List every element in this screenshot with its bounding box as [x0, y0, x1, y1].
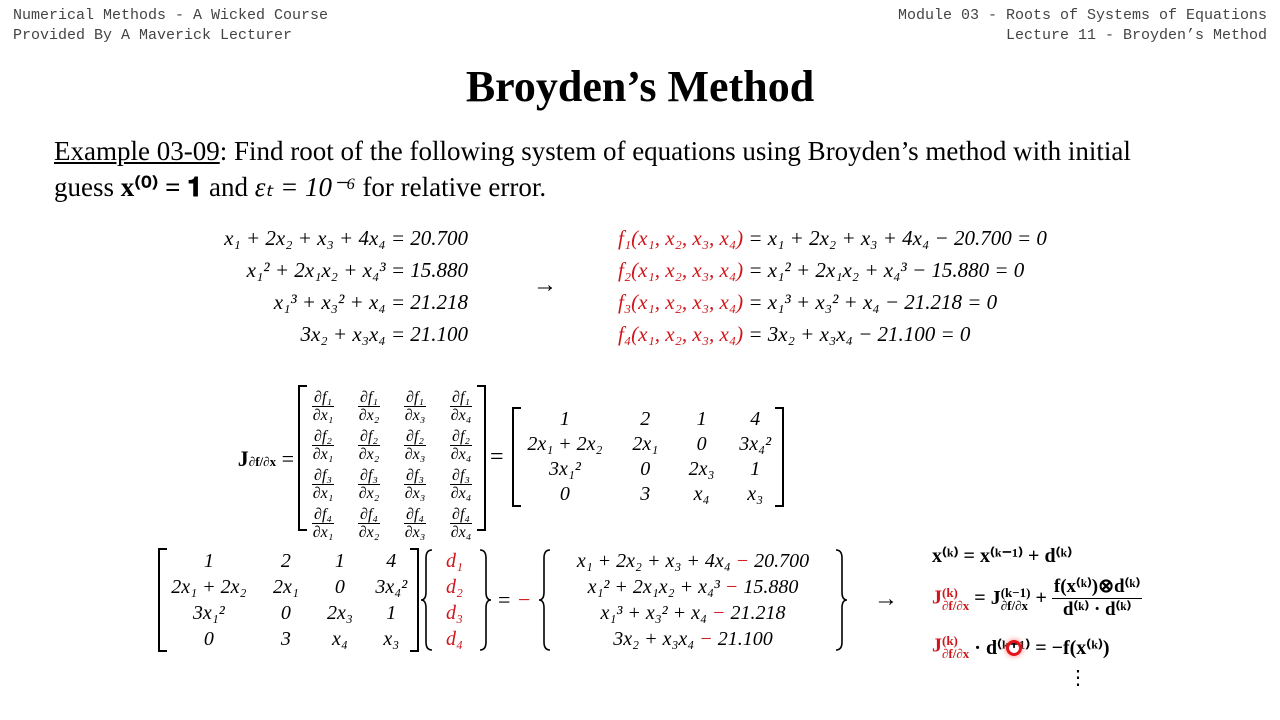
matrix-cell: 2x₁	[632, 433, 659, 455]
matrix-cell: 2x₁ + 2x₂	[527, 433, 603, 455]
subscript: ∂f/∂x	[942, 597, 970, 613]
equals-j: = J	[969, 587, 1001, 609]
matrix-cell	[392, 502, 438, 541]
matrix-cell: 0	[559, 483, 570, 505]
partial-derivative	[450, 428, 472, 463]
subscript: ∂f/∂x	[942, 646, 970, 661]
tolerance: εₜ = 10⁻⁶	[254, 172, 356, 202]
partial-derivative	[450, 506, 472, 541]
equation: 3x₂ + x₃x₄ = 21.100	[300, 322, 468, 346]
numerator: ∂f₁	[452, 389, 470, 406]
matrix-row	[160, 574, 417, 600]
linear-system-matrix	[158, 548, 419, 652]
matrix-row	[300, 502, 484, 541]
right-brace	[478, 548, 492, 652]
rhs-op: −	[735, 550, 750, 572]
function-name: f₂(x₁, x₂, x₃, x₄)	[618, 258, 744, 282]
numerator: ∂f₃	[406, 467, 424, 484]
matrix-row	[160, 626, 417, 652]
partial-derivative	[450, 467, 472, 502]
rhs-op: −	[699, 628, 713, 650]
denominator: ∂x₃	[404, 446, 426, 463]
equation: x₁³ + x₃² + x₄ = 21.218	[273, 290, 468, 314]
partial-derivative	[404, 467, 426, 502]
matrix-cell	[346, 385, 392, 424]
numerator: ∂f₁	[406, 389, 424, 406]
matrix-cell	[300, 385, 346, 424]
partial-derivative	[312, 506, 334, 541]
solve-rhs: · d⁽ᵏ⁺¹⁾ = −f(x⁽ᵏ⁾)	[969, 636, 1110, 659]
partial-derivative	[312, 467, 334, 502]
matrix-row	[160, 548, 417, 574]
rhs-row	[554, 600, 832, 626]
matrix-cell	[346, 424, 392, 463]
right-brace	[834, 548, 848, 652]
function-name: f₃(x₁, x₂, x₃, x₄)	[618, 290, 744, 314]
numerator: ∂f₃	[314, 467, 332, 484]
numerator: ∂f₄	[360, 506, 378, 523]
partial-derivative	[358, 506, 380, 541]
example-label: Example 03-09	[54, 136, 220, 166]
matrix-cell	[392, 424, 438, 463]
d-vector	[446, 548, 463, 652]
d-entry: d₃	[446, 602, 463, 624]
numerator: ∂f₄	[314, 506, 332, 523]
rhs-expr: x₁³ + x₃² + x₄	[600, 602, 712, 624]
partial-derivative	[450, 389, 472, 424]
matrix-cell: 1	[203, 549, 214, 572]
matrix-cell: x₄	[693, 483, 710, 505]
rhs-const: 15.880	[738, 576, 799, 598]
module-header	[898, 6, 1267, 46]
rhs-row	[554, 574, 832, 600]
matrix-row	[514, 482, 782, 507]
matrix-cell: 1	[334, 549, 345, 572]
matrix-row	[514, 432, 782, 457]
equals-sign: =	[498, 587, 511, 612]
jacobian-symbol: J	[932, 586, 942, 609]
plus-sign: +	[1030, 587, 1052, 609]
function-row	[618, 286, 1047, 318]
partial-derivative	[312, 428, 334, 463]
equals-sign: =	[281, 446, 294, 471]
superscript: (k)	[942, 584, 958, 600]
linear-system-table	[160, 548, 417, 652]
lecture-title: Lecture 11 - Broyden’s Method	[1005, 27, 1267, 44]
matrix-cell	[300, 424, 346, 463]
function-rhs: = x₁³ + x₃² + x₄ − 21.218 = 0	[743, 290, 998, 314]
matrix-row	[514, 407, 782, 432]
arrow-icon: →	[533, 272, 557, 298]
partial-derivative	[358, 428, 380, 463]
example-text-3: and	[202, 172, 255, 202]
superscript: (k−1)	[1000, 584, 1031, 600]
matrix-row	[300, 385, 484, 424]
numerator: ∂f₄	[406, 506, 424, 523]
matrix-cell: 2x₃	[688, 458, 715, 480]
matrix-cell	[392, 385, 438, 424]
left-brace	[420, 548, 434, 652]
matrix-cell: 0	[640, 458, 651, 480]
numerator: ∂f₂	[406, 428, 424, 445]
denominator: ∂x₂	[358, 524, 380, 541]
equation: x₁² + 2x₁x₂ + x₄³ = 15.880	[246, 258, 468, 282]
function-rhs: = 3x₂ + x₃x₄ − 21.100 = 0	[743, 322, 971, 346]
partial-derivative	[404, 506, 426, 541]
denominator: d⁽ᵏ⁾ · d⁽ᵏ⁾	[1062, 599, 1132, 620]
matrix-row	[300, 463, 484, 502]
matrix-cell: 0	[696, 433, 707, 455]
matrix-cell: 3	[280, 627, 291, 650]
jacobian-matrix	[512, 407, 784, 507]
module-title: Module 03 - Roots of Systems of Equations	[897, 7, 1267, 24]
rhs-expr: x₁² + 2x₁x₂ + x₄³	[587, 576, 725, 598]
example-text: : Find root of the following system of equations using Broyden’s method with initial	[219, 136, 1131, 166]
example-text-2: guess	[54, 172, 121, 202]
jacobian-k	[932, 586, 969, 612]
matrix-cell: 0	[280, 601, 291, 624]
rhs-op: −	[724, 576, 739, 598]
numerator: ∂f₄	[452, 506, 470, 523]
function-row	[618, 222, 1047, 254]
rhs-expr: x₁ + 2x₂ + x₃ + 4x₄	[576, 550, 736, 572]
jacobian-label	[238, 444, 294, 477]
numerator: ∂f₁	[360, 389, 378, 406]
jacobian-table	[514, 407, 782, 507]
numerator: f(x⁽ᵏ⁾)⊗d⁽ᵏ⁾	[1053, 576, 1141, 597]
numerator: ∂f₃	[360, 467, 378, 484]
matrix-cell: 2x₁ + 2x₂	[171, 575, 247, 598]
jacobian-symbol: J	[237, 446, 249, 471]
matrix-cell: 2	[280, 549, 291, 572]
matrix-cell	[392, 463, 438, 502]
numerator: ∂f₃	[452, 467, 470, 484]
matrix-cell: 2	[640, 408, 651, 430]
denominator: ∂x₃	[404, 485, 426, 502]
matrix-cell: 0	[334, 575, 345, 598]
matrix-cell	[438, 502, 484, 541]
matrix-cell: 4	[750, 408, 761, 430]
rhs-const: 21.100	[712, 628, 773, 650]
matrix-cell: 2x₃	[326, 601, 353, 624]
jacobian-subscript: ∂f/∂x	[248, 454, 277, 469]
minus-sign: −	[518, 587, 531, 612]
denominator: ∂x₁	[312, 446, 334, 463]
numerator: ∂f₂	[314, 428, 332, 445]
equals-sign: =	[490, 444, 504, 470]
denominator: ∂x₂	[358, 407, 380, 424]
rhs-op: −	[711, 602, 726, 624]
partials-matrix	[298, 385, 486, 541]
d-entry: d₄	[446, 628, 463, 650]
matrix-cell: 2x₁	[273, 575, 299, 598]
matrix-cell: 4	[386, 549, 397, 572]
matrix-cell	[300, 502, 346, 541]
initial-guess: x⁽⁰⁾ = 𝟏	[120, 172, 203, 202]
rhs-const: 20.700	[749, 550, 810, 572]
function-rhs: = x₁ + 2x₂ + x₃ + 4x₄ − 20.700 = 0	[743, 226, 1047, 250]
matrix-row	[160, 600, 417, 626]
partial-derivative	[312, 389, 334, 424]
subscript: ∂f/∂x	[1000, 597, 1028, 613]
partial-derivative	[404, 389, 426, 424]
matrix-cell: x₃	[383, 627, 400, 650]
denominator: ∂x₄	[450, 524, 472, 541]
matrix-cell: 1	[750, 458, 761, 480]
function-rhs: = x₁² + 2x₁x₂ + x₄³ − 15.880 = 0	[743, 258, 1025, 282]
matrix-cell	[438, 424, 484, 463]
left-brace	[538, 548, 552, 652]
denominator: ∂x₁	[312, 485, 334, 502]
denominator: ∂x₄	[450, 407, 472, 424]
ellipsis: ⋮	[1068, 667, 1088, 689]
function-name: f₄(x₁, x₂, x₃, x₄)	[618, 322, 744, 346]
rhs-row	[554, 626, 832, 652]
matrix-cell: 1	[559, 408, 570, 430]
matrix-cell: 3x₄²	[739, 433, 772, 455]
matrix-cell: x₃	[747, 483, 764, 505]
course-header	[13, 6, 328, 46]
matrix-cell: 3x₁²	[549, 458, 581, 480]
superscript: (k)	[942, 633, 958, 648]
numerator: ∂f₂	[360, 428, 378, 445]
function-row	[618, 254, 1047, 286]
denominator: ∂x₄	[450, 485, 472, 502]
jacobian-k	[932, 634, 969, 660]
matrix-row	[514, 457, 782, 482]
matrix-cell: 1	[386, 601, 397, 624]
system-equations	[224, 222, 468, 350]
matrix-cell: x₄	[331, 627, 348, 650]
matrix-cell: 1	[696, 408, 707, 430]
rhs-const: 21.218	[725, 602, 786, 624]
rhs-expr: 3x₂ + x₃x₄	[613, 628, 700, 650]
function-name: f₁(x₁, x₂, x₃, x₄)	[618, 226, 744, 250]
numerator: ∂f₁	[314, 389, 332, 406]
matrix-cell: 3	[640, 483, 651, 505]
matrix-cell	[438, 463, 484, 502]
denominator: ∂x₁	[312, 524, 334, 541]
partial-derivative	[404, 428, 426, 463]
arrow-icon: →	[874, 586, 898, 612]
rhs-vector	[554, 548, 832, 652]
rhs-row	[554, 548, 832, 574]
matrix-cell: 3x₄²	[375, 575, 408, 598]
course-provider: Provided By A Maverick Lecturer	[13, 27, 293, 44]
jacobian-symbol: J	[932, 634, 942, 657]
example-statement	[54, 133, 1131, 205]
partial-derivative	[358, 389, 380, 424]
matrix-cell	[438, 385, 484, 424]
partial-derivative	[358, 467, 380, 502]
denominator: ∂x₂	[358, 446, 380, 463]
slide-title: Broyden’s Method	[465, 62, 815, 111]
course-title: Numerical Methods - A Wicked Course	[13, 7, 329, 24]
denominator: ∂x₃	[404, 407, 426, 424]
matrix-cell: 0	[203, 627, 214, 650]
broyden-update-formula	[932, 576, 1142, 621]
partials-table	[300, 385, 484, 541]
numerator: ∂f₂	[452, 428, 470, 445]
matrix-cell	[300, 463, 346, 502]
cursor-pointer-icon	[1006, 640, 1022, 656]
denominator: ∂x₃	[404, 524, 426, 541]
example-text-4: for relative error.	[355, 172, 547, 202]
d-entry: d₁	[446, 550, 463, 572]
denominator: ∂x₁	[312, 407, 334, 424]
denominator: ∂x₄	[450, 446, 472, 463]
matrix-cell: 3x₁²	[192, 601, 225, 624]
update-fraction	[1052, 576, 1142, 621]
matrix-cell	[346, 502, 392, 541]
denominator: ∂x₂	[358, 485, 380, 502]
d-entry: d₂	[446, 576, 463, 598]
function-definitions	[618, 222, 1047, 350]
matrix-row	[300, 424, 484, 463]
matrix-cell	[346, 463, 392, 502]
function-row	[618, 318, 1047, 350]
equation: x₁ + 2x₂ + x₃ + 4x₄ = 20.700	[224, 226, 468, 250]
update-x-formula: x⁽ᵏ⁾ = x⁽ᵏ⁻¹⁾ + d⁽ᵏ⁾	[932, 545, 1073, 567]
